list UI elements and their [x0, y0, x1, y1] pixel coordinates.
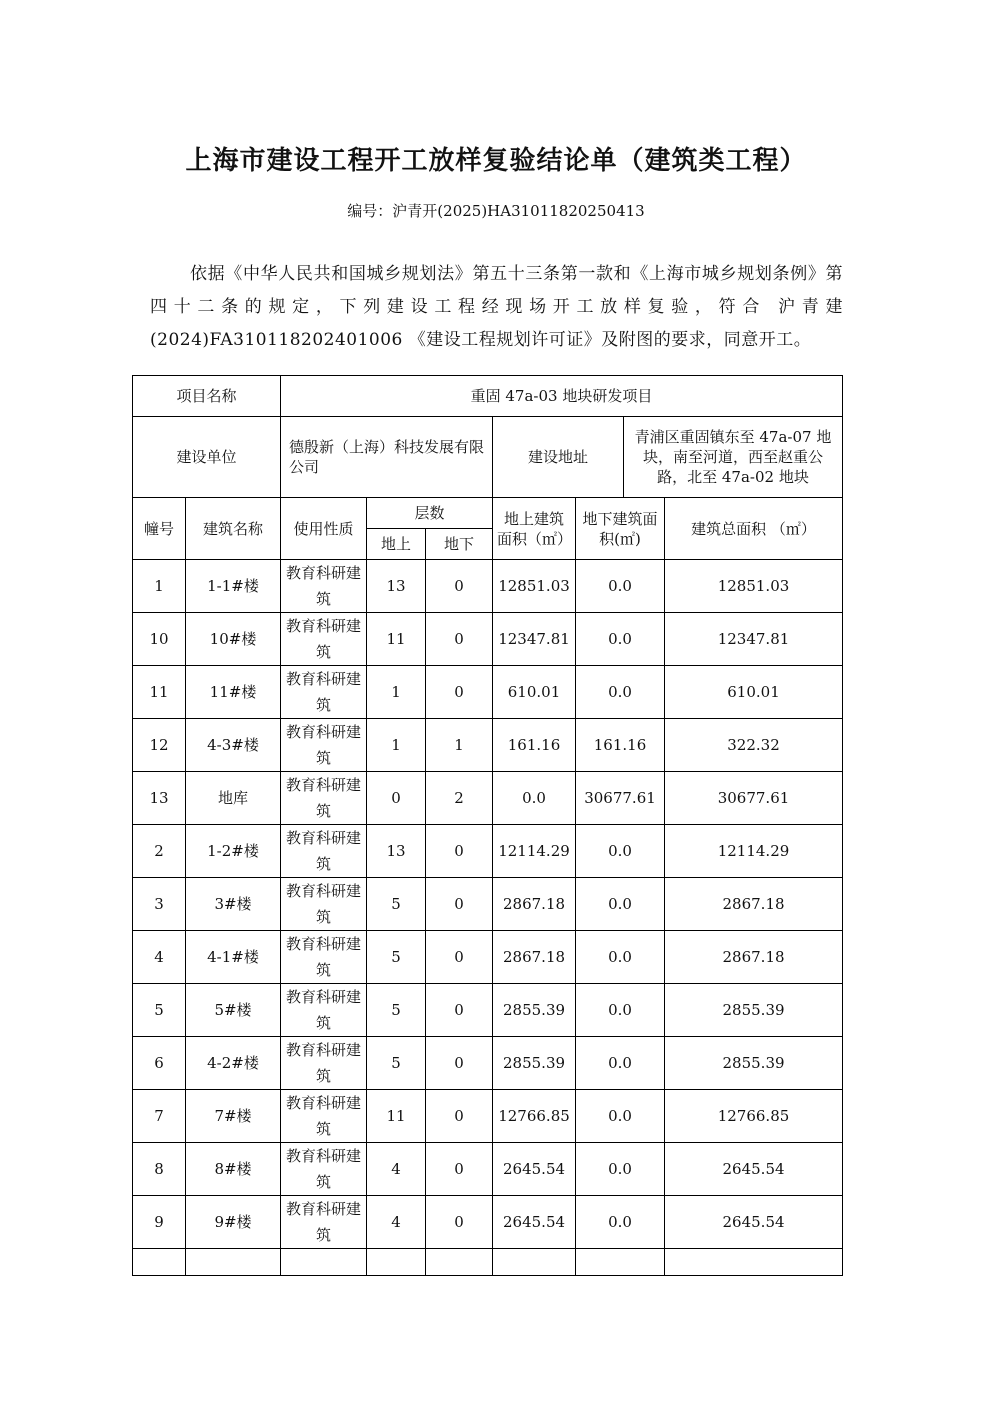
- area-above-cell: 2867.18: [493, 878, 576, 931]
- building-name-cell: 5#楼: [186, 984, 281, 1037]
- area-total-cell: 12347.81: [665, 613, 843, 666]
- building-use-cell: 教育科研建筑: [281, 984, 367, 1037]
- area-below-cell: 0.0: [576, 825, 665, 878]
- area-below-cell: 0.0: [576, 1037, 665, 1090]
- table-row: [133, 931, 843, 984]
- floors-below-cell: 0: [426, 1037, 493, 1090]
- header-name: 建筑名称: [186, 498, 281, 560]
- building-no-cell: 13: [133, 772, 186, 825]
- area-above-cell: 610.01: [493, 666, 576, 719]
- building-name-cell: 4-1#楼: [186, 931, 281, 984]
- floors-below-cell: 0: [426, 878, 493, 931]
- building-use-cell: 教育科研建筑: [281, 1196, 367, 1249]
- empty-cell: [367, 1249, 426, 1276]
- project-info-table: [132, 375, 843, 498]
- area-total-cell: 2855.39: [665, 984, 843, 1037]
- floors-above-cell: 5: [367, 878, 426, 931]
- header-below: 地下: [426, 529, 493, 560]
- header-use: 使用性质: [281, 498, 367, 560]
- floors-below-cell: 0: [426, 1196, 493, 1249]
- floors-above-cell: 11: [367, 613, 426, 666]
- area-above-cell: 12114.29: [493, 825, 576, 878]
- building-no-cell: 7: [133, 1090, 186, 1143]
- area-below-cell: 161.16: [576, 719, 665, 772]
- floors-below-cell: 0: [426, 560, 493, 613]
- table-row: [133, 1143, 843, 1196]
- building-use-cell: 教育科研建筑: [281, 825, 367, 878]
- building-use-cell: 教育科研建筑: [281, 560, 367, 613]
- area-total-cell: 2867.18: [665, 931, 843, 984]
- area-above-cell: 2855.39: [493, 1037, 576, 1090]
- building-no-cell: 10: [133, 613, 186, 666]
- area-below-cell: 30677.61: [576, 772, 665, 825]
- floors-above-cell: 0: [367, 772, 426, 825]
- floors-above-cell: 4: [367, 1196, 426, 1249]
- header-area-total: 建筑总面积 （㎡）: [665, 498, 843, 560]
- building-no-cell: 6: [133, 1037, 186, 1090]
- table-row: [133, 613, 843, 666]
- area-below-cell: 0.0: [576, 984, 665, 1037]
- floors-above-cell: 1: [367, 666, 426, 719]
- building-no-cell: 4: [133, 931, 186, 984]
- document-number: 编号：沪青开(2025)HA31011820250413: [347, 202, 645, 220]
- building-name-cell: 4-2#楼: [186, 1037, 281, 1090]
- table-row: [133, 825, 843, 878]
- floors-above-cell: 1: [367, 719, 426, 772]
- empty-cell: [186, 1249, 281, 1276]
- building-table: [132, 497, 843, 1276]
- floors-below-cell: 0: [426, 825, 493, 878]
- area-above-cell: 2645.54: [493, 1196, 576, 1249]
- construction-unit-value: 德殷新（上海）科技发展有限公司: [281, 417, 493, 498]
- building-name-cell: 9#楼: [186, 1196, 281, 1249]
- building-name-cell: 11#楼: [186, 666, 281, 719]
- table-row: [133, 984, 843, 1037]
- area-total-cell: 12851.03: [665, 560, 843, 613]
- area-total-cell: 2645.54: [665, 1143, 843, 1196]
- header-area-below: 地下建筑面积(㎡): [576, 498, 665, 560]
- empty-cell: [133, 1249, 186, 1276]
- area-above-cell: 2855.39: [493, 984, 576, 1037]
- area-total-cell: 2645.54: [665, 1196, 843, 1249]
- floors-above-cell: 4: [367, 1143, 426, 1196]
- building-no-cell: 11: [133, 666, 186, 719]
- building-name-cell: 7#楼: [186, 1090, 281, 1143]
- floors-below-cell: 1: [426, 719, 493, 772]
- area-total-cell: 610.01: [665, 666, 843, 719]
- table-row: [133, 560, 843, 613]
- table-row: [133, 772, 843, 825]
- empty-cell: [281, 1249, 367, 1276]
- empty-cell: [576, 1249, 665, 1276]
- project-name-row: [133, 376, 843, 417]
- building-name-cell: 4-3#楼: [186, 719, 281, 772]
- address-label: 建设地址: [493, 417, 624, 498]
- area-below-cell: 0.0: [576, 1143, 665, 1196]
- project-name-label: 项目名称: [133, 376, 281, 417]
- area-above-cell: 12766.85: [493, 1090, 576, 1143]
- building-use-cell: 教育科研建筑: [281, 666, 367, 719]
- floors-above-cell: 13: [367, 560, 426, 613]
- table-row: [133, 666, 843, 719]
- floors-below-cell: 0: [426, 1143, 493, 1196]
- area-total-cell: 2867.18: [665, 878, 843, 931]
- area-below-cell: 0.0: [576, 560, 665, 613]
- area-above-cell: 2645.54: [493, 1143, 576, 1196]
- floors-above-cell: 5: [367, 931, 426, 984]
- floors-above-cell: 13: [367, 825, 426, 878]
- table-row: [133, 1037, 843, 1090]
- floors-below-cell: 0: [426, 931, 493, 984]
- building-use-cell: 教育科研建筑: [281, 1143, 367, 1196]
- building-use-cell: 教育科研建筑: [281, 931, 367, 984]
- building-name-cell: 1-2#楼: [186, 825, 281, 878]
- area-above-cell: 2867.18: [493, 931, 576, 984]
- table-body: [133, 560, 843, 1249]
- area-below-cell: 0.0: [576, 931, 665, 984]
- building-name-cell: 8#楼: [186, 1143, 281, 1196]
- building-no-cell: 3: [133, 878, 186, 931]
- area-above-cell: 12347.81: [493, 613, 576, 666]
- table-header-row: [133, 498, 843, 529]
- building-use-cell: 教育科研建筑: [281, 878, 367, 931]
- header-above: 地上: [367, 529, 426, 560]
- building-no-cell: 5: [133, 984, 186, 1037]
- floors-above-cell: 5: [367, 1037, 426, 1090]
- building-use-cell: 教育科研建筑: [281, 1090, 367, 1143]
- area-total-cell: 12766.85: [665, 1090, 843, 1143]
- header-area-above: 地上建筑面积（㎡）: [493, 498, 576, 560]
- floors-below-cell: 0: [426, 666, 493, 719]
- building-name-cell: 1-1#楼: [186, 560, 281, 613]
- area-above-cell: 12851.03: [493, 560, 576, 613]
- area-below-cell: 0.0: [576, 1196, 665, 1249]
- building-no-cell: 8: [133, 1143, 186, 1196]
- empty-cell: [426, 1249, 493, 1276]
- building-use-cell: 教育科研建筑: [281, 1037, 367, 1090]
- header-floors: 层数: [367, 498, 493, 529]
- project-name-value: 重固 47a-03 地块研发项目: [281, 376, 843, 417]
- building-no-cell: 2: [133, 825, 186, 878]
- area-total-cell: 12114.29: [665, 825, 843, 878]
- floors-below-cell: 2: [426, 772, 493, 825]
- area-above-cell: 0.0: [493, 772, 576, 825]
- floors-below-cell: 0: [426, 984, 493, 1037]
- building-no-cell: 12: [133, 719, 186, 772]
- floors-below-cell: 0: [426, 1090, 493, 1143]
- building-no-cell: 9: [133, 1196, 186, 1249]
- table-row: [133, 719, 843, 772]
- building-name-cell: 地库: [186, 772, 281, 825]
- construction-unit-label: 建设单位: [133, 417, 281, 498]
- empty-cell: [493, 1249, 576, 1276]
- address-value: 青浦区重固镇东至 47a-07 地块，南至河道，西至赵重公路，北至 47a-02 地块: [624, 417, 843, 498]
- building-name-cell: 3#楼: [186, 878, 281, 931]
- floors-above-cell: 11: [367, 1090, 426, 1143]
- area-below-cell: 0.0: [576, 1090, 665, 1143]
- area-total-cell: 322.32: [665, 719, 843, 772]
- table-row: [133, 1196, 843, 1249]
- area-below-cell: 0.0: [576, 666, 665, 719]
- project-unit-row: [133, 417, 843, 498]
- floors-above-cell: 5: [367, 984, 426, 1037]
- table-row: [133, 1090, 843, 1143]
- building-use-cell: 教育科研建筑: [281, 719, 367, 772]
- area-below-cell: 0.0: [576, 613, 665, 666]
- area-above-cell: 161.16: [493, 719, 576, 772]
- building-no-cell: 1: [133, 560, 186, 613]
- building-use-cell: 教育科研建筑: [281, 613, 367, 666]
- building-use-cell: 教育科研建筑: [281, 772, 367, 825]
- empty-cell: [665, 1249, 843, 1276]
- area-total-cell: 30677.61: [665, 772, 843, 825]
- building-name-cell: 10#楼: [186, 613, 281, 666]
- table-row: [133, 878, 843, 931]
- header-no: 幢号: [133, 498, 186, 560]
- area-total-cell: 2855.39: [665, 1037, 843, 1090]
- intro-paragraph: 依据《中华人民共和国城乡规划法》第五十三条第一款和《上海市城乡规划条例》第四十二条的规定，下列建设工程经现场开工放样复验，符合 沪青建(2024)FA310118202401006 《建设工程规划许可证》及附图的要求，同意开工。: [150, 264, 843, 350]
- document-title: 上海市建设工程开工放样复验结论单（建筑类工程）: [185, 146, 807, 176]
- area-below-cell: 0.0: [576, 878, 665, 931]
- floors-below-cell: 0: [426, 613, 493, 666]
- table-empty-row: [133, 1249, 843, 1276]
